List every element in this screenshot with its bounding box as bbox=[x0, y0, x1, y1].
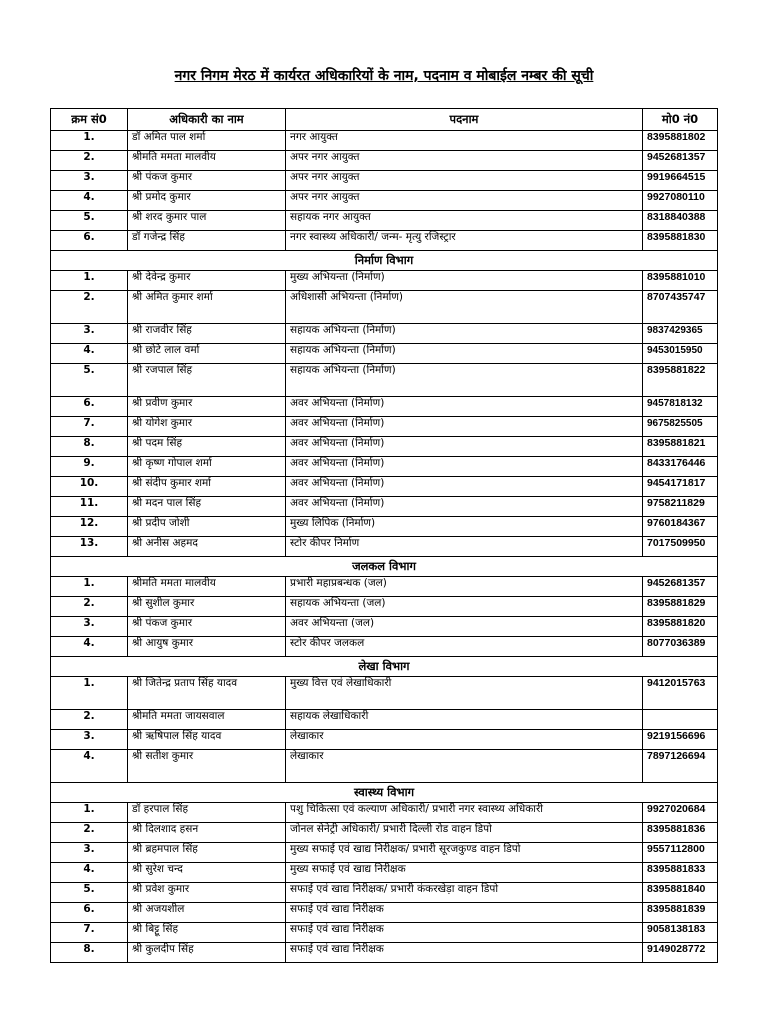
serial-cell: 6. bbox=[51, 397, 128, 417]
section-header-row bbox=[51, 783, 718, 803]
officer-name-cell: श्री ऋषिपाल सिंह यादव bbox=[128, 730, 286, 750]
officer-name-cell: श्री ब्रहमपाल सिंह bbox=[128, 843, 286, 863]
officer-name-cell: श्री प्रवीण कुमार bbox=[128, 397, 286, 417]
section-header-row bbox=[51, 557, 718, 577]
designation-cell: अवर अभियन्ता (निर्माण) bbox=[286, 397, 643, 417]
serial-cell: 8. bbox=[51, 437, 128, 457]
designation-cell: मुख्य लिपिक (निर्माण) bbox=[286, 517, 643, 537]
officer-name-cell: श्री पदम सिंह bbox=[128, 437, 286, 457]
mobile-cell: 8395881802 bbox=[643, 131, 718, 151]
serial-cell: 6. bbox=[51, 231, 128, 251]
designation-cell: अपर नगर आयुक्त bbox=[286, 171, 643, 191]
table-row bbox=[51, 803, 718, 823]
table-row bbox=[51, 437, 718, 457]
serial-cell: 5. bbox=[51, 883, 128, 903]
mobile-cell: 9927020684 bbox=[643, 803, 718, 823]
officer-name-cell: श्री आयुष कुमार bbox=[128, 637, 286, 657]
designation-cell: अवर अभियन्ता (निर्माण) bbox=[286, 477, 643, 497]
table-row bbox=[51, 637, 718, 657]
mobile-cell: 9453015950 bbox=[643, 344, 718, 364]
designation-cell: अधिशासी अभियन्ता (निर्माण) bbox=[286, 291, 643, 324]
officer-name-cell: श्री सुशील कुमार bbox=[128, 597, 286, 617]
table-row bbox=[51, 417, 718, 437]
serial-cell: 2. bbox=[51, 291, 128, 324]
table-row bbox=[51, 903, 718, 923]
table-row bbox=[51, 291, 718, 324]
officer-name-cell: श्री राजवीर सिंह bbox=[128, 324, 286, 344]
table-row bbox=[51, 477, 718, 497]
table-row bbox=[51, 943, 718, 963]
designation-cell: लेखाकार bbox=[286, 750, 643, 783]
designation-cell: अपर नगर आयुक्त bbox=[286, 191, 643, 211]
table-header-row bbox=[51, 109, 718, 131]
mobile-cell: 9760184367 bbox=[643, 517, 718, 537]
serial-cell: 11. bbox=[51, 497, 128, 517]
serial-cell: 1. bbox=[51, 131, 128, 151]
mobile-cell: 9557112800 bbox=[643, 843, 718, 863]
serial-cell: 2. bbox=[51, 710, 128, 730]
serial-cell: 12. bbox=[51, 517, 128, 537]
designation-cell: अवर अभियन्ता (निर्माण) bbox=[286, 497, 643, 517]
officer-name-cell: डॉ हरपाल सिंह bbox=[128, 803, 286, 823]
designation-cell: सहायक अभियन्ता (निर्माण) bbox=[286, 324, 643, 344]
officer-name-cell: श्री दिलशाद हसन bbox=[128, 823, 286, 843]
serial-cell: 4. bbox=[51, 637, 128, 657]
designation-cell: मुख्य वित्त एवं लेखाधिकारी bbox=[286, 677, 643, 710]
designation-cell: सहायक अभियन्ता (जल) bbox=[286, 597, 643, 617]
officer-name-cell: श्री कृष्ण गोपाल शर्मा bbox=[128, 457, 286, 477]
mobile-cell: 8395881836 bbox=[643, 823, 718, 843]
table-row bbox=[51, 517, 718, 537]
table-row bbox=[51, 364, 718, 397]
table-row bbox=[51, 271, 718, 291]
table-row bbox=[51, 597, 718, 617]
serial-cell: 7. bbox=[51, 417, 128, 437]
table-body bbox=[51, 131, 718, 963]
serial-cell: 3. bbox=[51, 843, 128, 863]
officers-table bbox=[50, 108, 718, 963]
mobile-cell: 8707435747 bbox=[643, 291, 718, 324]
designation-cell: सहायक अभियन्ता (निर्माण) bbox=[286, 344, 643, 364]
table-row bbox=[51, 863, 718, 883]
table-row bbox=[51, 191, 718, 211]
officer-name-cell: श्री देवेन्द्र कुमार bbox=[128, 271, 286, 291]
mobile-cell: 8433176446 bbox=[643, 457, 718, 477]
serial-cell: 10. bbox=[51, 477, 128, 497]
serial-cell: 6. bbox=[51, 903, 128, 923]
mobile-cell: 8077036389 bbox=[643, 637, 718, 657]
table-row bbox=[51, 677, 718, 710]
header-officer-name: अधिकारी का नाम bbox=[128, 109, 286, 131]
mobile-cell: 9452681357 bbox=[643, 151, 718, 171]
table-row bbox=[51, 823, 718, 843]
designation-cell: अवर अभियन्ता (निर्माण) bbox=[286, 437, 643, 457]
serial-cell: 2. bbox=[51, 823, 128, 843]
officer-name-cell: श्री प्रवेश कुमार bbox=[128, 883, 286, 903]
officer-name-cell: श्रीमति ममता मालवीय bbox=[128, 577, 286, 597]
section-header-row bbox=[51, 657, 718, 677]
designation-cell: सहायक लेखाधिकारी bbox=[286, 710, 643, 730]
serial-cell: 4. bbox=[51, 191, 128, 211]
designation-cell: जोनल सेनेट्री अधिकारी/ प्रभारी दिल्ली रोड वाहन डिपो bbox=[286, 823, 643, 843]
mobile-cell: 9219156696 bbox=[643, 730, 718, 750]
mobile-cell: 9058138183 bbox=[643, 923, 718, 943]
table-row bbox=[51, 537, 718, 557]
serial-cell: 5. bbox=[51, 364, 128, 397]
officer-name-cell: श्री कुलदीप सिंह bbox=[128, 943, 286, 963]
officer-name-cell: श्री जितेन्द्र प्रताप सिंह यादव bbox=[128, 677, 286, 710]
mobile-cell: 8395881820 bbox=[643, 617, 718, 637]
header-serial: क्रम सं0 bbox=[51, 109, 128, 131]
mobile-cell: 9675825505 bbox=[643, 417, 718, 437]
officer-name-cell: श्री सतीश कुमार bbox=[128, 750, 286, 783]
officer-name-cell: श्री पंकज कुमार bbox=[128, 171, 286, 191]
serial-cell: 9. bbox=[51, 457, 128, 477]
table-row bbox=[51, 750, 718, 783]
table-row bbox=[51, 171, 718, 191]
designation-cell: स्टोर कीपर निर्माण bbox=[286, 537, 643, 557]
officer-name-cell: श्री बिट्टू सिंह bbox=[128, 923, 286, 943]
designation-cell: सफाई एवं खाद्य निरीक्षक bbox=[286, 923, 643, 943]
designation-cell: सहायक अभियन्ता (निर्माण) bbox=[286, 364, 643, 397]
designation-cell: स्टोर कीपर जलकल bbox=[286, 637, 643, 657]
table-row bbox=[51, 131, 718, 151]
table-row bbox=[51, 577, 718, 597]
header-designation: पदनाम bbox=[286, 109, 643, 131]
mobile-cell: 9149028772 bbox=[643, 943, 718, 963]
mobile-cell: 8318840388 bbox=[643, 211, 718, 231]
serial-cell: 1. bbox=[51, 577, 128, 597]
serial-cell: 4. bbox=[51, 863, 128, 883]
table-row bbox=[51, 843, 718, 863]
serial-cell: 8. bbox=[51, 943, 128, 963]
officer-name-cell: श्री योगेश कुमार bbox=[128, 417, 286, 437]
officer-name-cell: श्री मदन पाल सिंह bbox=[128, 497, 286, 517]
designation-cell: सफाई एवं खाद्य निरीक्षक bbox=[286, 903, 643, 923]
table-row bbox=[51, 397, 718, 417]
mobile-cell: 7897126694 bbox=[643, 750, 718, 783]
officer-name-cell: श्री पंकज कुमार bbox=[128, 617, 286, 637]
officer-name-cell: श्री संदीप कुमार शर्मा bbox=[128, 477, 286, 497]
designation-cell: सफाई एवं खाद्य निरीक्षक/ प्रभारी कंकरखेड़ा वाहन डिपो bbox=[286, 883, 643, 903]
mobile-cell: 9452681357 bbox=[643, 577, 718, 597]
mobile-cell: 9412015763 bbox=[643, 677, 718, 710]
mobile-cell: 8395881822 bbox=[643, 364, 718, 397]
designation-cell: अवर अभियन्ता (निर्माण) bbox=[286, 417, 643, 437]
designation-cell: पशु चिकित्सा एवं कल्याण अधिकारी/ प्रभारी नगर स्वास्थ्य अधिकारी bbox=[286, 803, 643, 823]
mobile-cell: 9919664515 bbox=[643, 171, 718, 191]
table-row bbox=[51, 211, 718, 231]
table-row bbox=[51, 923, 718, 943]
serial-cell: 3. bbox=[51, 730, 128, 750]
serial-cell: 1. bbox=[51, 677, 128, 710]
officer-name-cell: श्री अजयशील bbox=[128, 903, 286, 923]
table-row bbox=[51, 324, 718, 344]
serial-cell: 3. bbox=[51, 171, 128, 191]
designation-cell: अपर नगर आयुक्त bbox=[286, 151, 643, 171]
table-row bbox=[51, 497, 718, 517]
serial-cell: 7. bbox=[51, 923, 128, 943]
officer-name-cell: श्री प्रदीप जोशी bbox=[128, 517, 286, 537]
table-row bbox=[51, 883, 718, 903]
mobile-cell: 8395881839 bbox=[643, 903, 718, 923]
section-title: जलकल विभाग bbox=[51, 557, 718, 577]
mobile-cell: 9457818132 bbox=[643, 397, 718, 417]
mobile-cell: 9758211829 bbox=[643, 497, 718, 517]
officer-name-cell: श्रीमति ममता जायसवाल bbox=[128, 710, 286, 730]
table-row bbox=[51, 151, 718, 171]
officer-name-cell: डॉ गजेन्द्र सिंह bbox=[128, 231, 286, 251]
header-mobile: मो0 नं0 bbox=[643, 109, 718, 131]
officer-name-cell: श्री अनीस अहमद bbox=[128, 537, 286, 557]
mobile-cell: 8395881840 bbox=[643, 883, 718, 903]
serial-cell: 5. bbox=[51, 211, 128, 231]
designation-cell: नगर स्वास्थ्य अधिकारी/ जन्म- मृत्यु रजिस्ट्रार bbox=[286, 231, 643, 251]
section-title: स्वास्थ्य विभाग bbox=[51, 783, 718, 803]
table-row bbox=[51, 457, 718, 477]
serial-cell: 2. bbox=[51, 597, 128, 617]
serial-cell: 4. bbox=[51, 344, 128, 364]
officer-name-cell: डॉ अमित पाल शर्मा bbox=[128, 131, 286, 151]
table-row bbox=[51, 710, 718, 730]
mobile-cell: 8395881821 bbox=[643, 437, 718, 457]
designation-cell: नगर आयुक्त bbox=[286, 131, 643, 151]
officer-name-cell: श्री अमित कुमार शर्मा bbox=[128, 291, 286, 324]
mobile-cell bbox=[643, 710, 718, 730]
mobile-cell: 9454171817 bbox=[643, 477, 718, 497]
designation-cell: लेखाकार bbox=[286, 730, 643, 750]
officer-name-cell: श्री प्रमोद कुमार bbox=[128, 191, 286, 211]
serial-cell: 3. bbox=[51, 324, 128, 344]
serial-cell: 13. bbox=[51, 537, 128, 557]
mobile-cell: 8395881829 bbox=[643, 597, 718, 617]
officer-name-cell: श्री शरद कुमार पाल bbox=[128, 211, 286, 231]
table-row bbox=[51, 617, 718, 637]
officer-name-cell: श्रीमति ममता मालवीय bbox=[128, 151, 286, 171]
serial-cell: 1. bbox=[51, 803, 128, 823]
designation-cell: सहायक नगर आयुक्त bbox=[286, 211, 643, 231]
section-title: लेखा विभाग bbox=[51, 657, 718, 677]
serial-cell: 3. bbox=[51, 617, 128, 637]
designation-cell: मुख्य अभियन्ता (निर्माण) bbox=[286, 271, 643, 291]
designation-cell: मुख्य सफाई एवं खाद्य निरीक्षक bbox=[286, 863, 643, 883]
mobile-cell: 7017509950 bbox=[643, 537, 718, 557]
designation-cell: अवर अभियन्ता (जल) bbox=[286, 617, 643, 637]
officer-name-cell: श्री रजपाल सिंह bbox=[128, 364, 286, 397]
serial-cell: 2. bbox=[51, 151, 128, 171]
officer-name-cell: श्री सुरेश चन्द bbox=[128, 863, 286, 883]
mobile-cell: 9837429365 bbox=[643, 324, 718, 344]
section-header-row bbox=[51, 251, 718, 271]
page-title: नगर निगम मेरठ में कार्यरत अधिकारियों के नाम, पदनाम व मोबाईल नम्बर की सूची bbox=[174, 68, 594, 84]
mobile-cell: 8395881833 bbox=[643, 863, 718, 883]
table-row bbox=[51, 730, 718, 750]
table-row bbox=[51, 231, 718, 251]
mobile-cell: 8395881010 bbox=[643, 271, 718, 291]
section-title: निर्माण विभाग bbox=[51, 251, 718, 271]
serial-cell: 4. bbox=[51, 750, 128, 783]
table-row bbox=[51, 344, 718, 364]
officer-name-cell: श्री छोटे लाल वर्मा bbox=[128, 344, 286, 364]
mobile-cell: 8395881830 bbox=[643, 231, 718, 251]
designation-cell: सफाई एवं खाद्य निरीक्षक bbox=[286, 943, 643, 963]
mobile-cell: 9927080110 bbox=[643, 191, 718, 211]
serial-cell: 1. bbox=[51, 271, 128, 291]
designation-cell: अवर अभियन्ता (निर्माण) bbox=[286, 457, 643, 477]
designation-cell: मुख्य सफाई एवं खाद्य निरीक्षक/ प्रभारी सूरजकुण्ड वाहन डिपो bbox=[286, 843, 643, 863]
designation-cell: प्रभारी महाप्रबन्धक (जल) bbox=[286, 577, 643, 597]
